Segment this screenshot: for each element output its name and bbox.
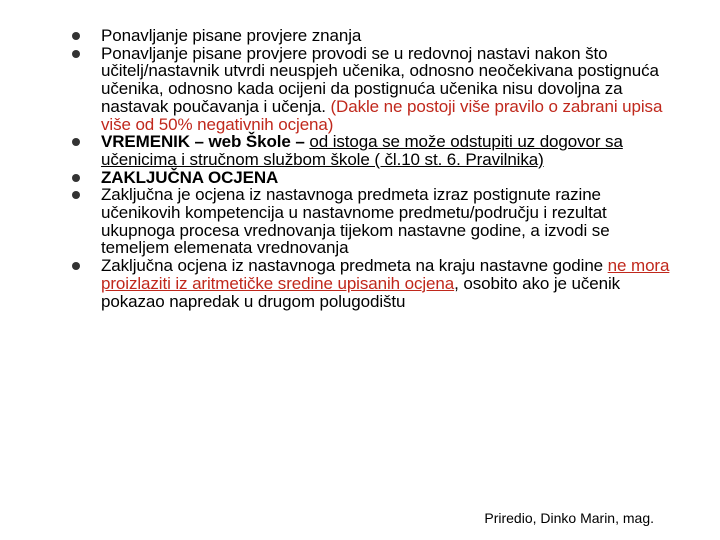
- bullet-text: Ponavljanje pisane provjere provodi se u redovnoj nastavi nakon što učitelj/nastavnik utvrdi neuspjeh učenika, odnosno neočekivana postignuća učenika, odnosno kada ocijeni da postignuća učenika nisu dovoljna za nastavak poučavanja i učenja.: [101, 43, 659, 116]
- bullet-dot-icon: [72, 174, 80, 182]
- red-underlined-text: ne mora proizlaziti iz aritmetičke sredine upisanih ocjena: [101, 256, 670, 293]
- footer-credit: Priredio, Dinko Marin, mag.: [484, 510, 654, 526]
- bullet-dot-icon: [72, 50, 80, 58]
- bullet-list: [72, 27, 672, 310]
- section-heading: ZAKLJUČNA OCJENA: [101, 167, 279, 187]
- bullet-dot-icon: [72, 262, 80, 270]
- bullet-item: [72, 133, 672, 168]
- bullet-text: Ponavljanje pisane provjere znanja: [101, 26, 362, 45]
- bullet-text: Zaključna ocjena iz nastavnoga predmeta na kraju nastavne godine: [101, 256, 604, 276]
- bullet-dot-icon: [72, 138, 80, 146]
- bullet-bold-text: VREMENIK – web Škole –: [101, 132, 305, 152]
- red-note: (Dakle ne postoji više pravilo o zabrani upisa više od 50% negativnih ocjena): [101, 96, 663, 134]
- bullet-item: [72, 169, 672, 187]
- bullet-dot-icon: [72, 191, 80, 199]
- bullet-item: [72, 45, 672, 134]
- bullet-item: [72, 27, 672, 45]
- bullet-text: , osobito ako je učenik pokazao napredak u drugom polugodištu: [101, 273, 621, 311]
- bullet-item: [72, 257, 672, 310]
- bullet-text: Zaključna je ocjena iz nastavnoga predmeta izraz postignute razine učenikovih kompetencija u nastavnome predmetu/području i rezultat ukupnoga procesa vrednovanja tijekom nastavne godine, a izvodi se temeljem elemenata vrednovanja: [101, 185, 610, 258]
- underlined-text: od istoga se može odstupiti uz dogovor sa učenicima i stručnom službom škole ( čl.10 st. 6. Pravilnika): [101, 132, 623, 169]
- bullet-item: [72, 186, 672, 257]
- bullet-dot-icon: [72, 32, 80, 40]
